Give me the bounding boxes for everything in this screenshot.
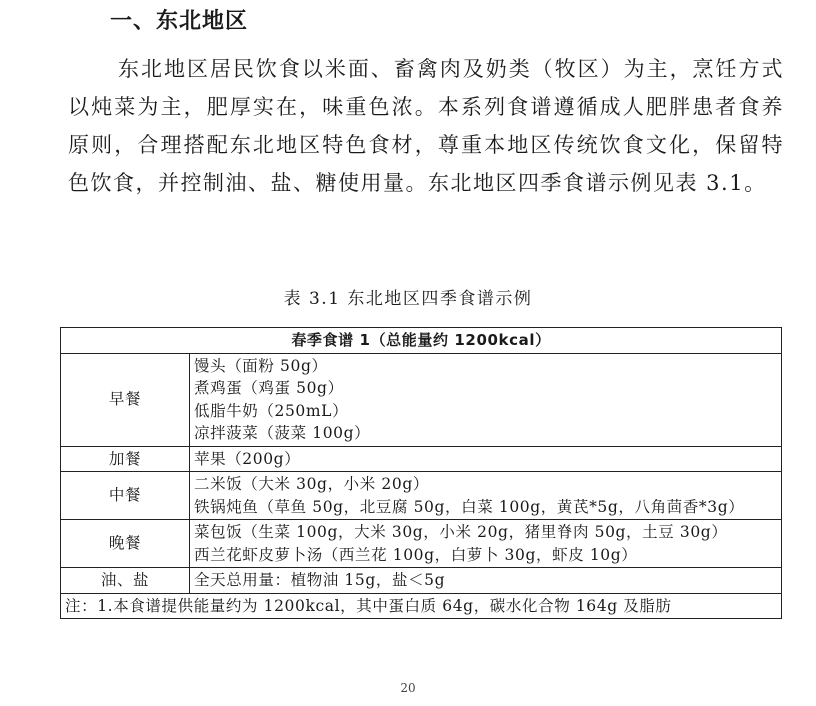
table-row: [61, 446, 782, 472]
food-cell: [190, 568, 782, 594]
food-cell: [190, 472, 782, 520]
table-row: [61, 568, 782, 594]
table-title: 春季食谱 1（总能量约 1200kcal）: [61, 328, 782, 354]
table-row: [61, 472, 782, 520]
food-item: 苹果（200g）: [194, 449, 301, 468]
menu-table: [60, 327, 782, 619]
section-heading: 一、东北地区: [110, 9, 249, 34]
food-item: 西兰花虾皮萝卜汤（西兰花 100g，白萝卜 30g，虾皮 10g）: [194, 545, 638, 564]
meal-name: 加餐: [61, 446, 190, 472]
food-cell: [190, 520, 782, 568]
table-note-row: [61, 593, 782, 619]
page-number: 20: [400, 681, 416, 695]
meal-name: 晚餐: [61, 520, 190, 568]
table-caption: 表 3.1 东北地区四季食谱示例: [283, 289, 533, 309]
food-item: 低脂牛奶（250mL）: [194, 401, 349, 420]
meal-name: 中餐: [61, 472, 190, 520]
table-note: 注：1.本食谱提供能量约为 1200kcal，其中蛋白质 64g，碳水化合物 164g 及脂肪: [61, 593, 782, 619]
food-item: 凉拌菠菜（菠菜 100g）: [194, 424, 371, 442]
food-item: 全天总用量：植物油 15g，盐＜5g: [194, 571, 446, 589]
meal-name: 早餐: [61, 353, 190, 446]
body-paragraph: 东北地区居民饮食以米面、畜禽肉及奶类（牧区）为主，烹饪方式以炖菜为主，肥厚实在，味重色浓。本系列食谱遵循成人肥胖患者食养原则，合理搭配东北地区特色食材，尊重本地区传统饮食文化，保留特色饮食，并控制油、盐、糖使用量。东北地区四季食谱示例见表 3.1。: [68, 57, 784, 195]
table-row: [61, 353, 782, 446]
food-cell: [190, 446, 782, 472]
table-row: [61, 520, 782, 568]
food-item: 铁锅炖鱼（草鱼 50g，北豆腐 50g，白菜 100g，黄芪*5g，八角茴香*3g）: [194, 497, 745, 516]
food-item: 菜包饭（生菜 100g，大米 30g，小米 20g，猪里脊肉 50g，土豆 30g）: [194, 523, 728, 541]
food-item: 煮鸡蛋（鸡蛋 50g）: [194, 379, 344, 397]
food-cell: [190, 353, 782, 446]
food-item: 馒头（面粉 50g）: [194, 356, 328, 375]
table-title-row: [61, 328, 782, 354]
meal-name: 油、盐: [61, 568, 190, 594]
food-item: 二米饭（大米 30g，小米 20g）: [194, 475, 429, 493]
